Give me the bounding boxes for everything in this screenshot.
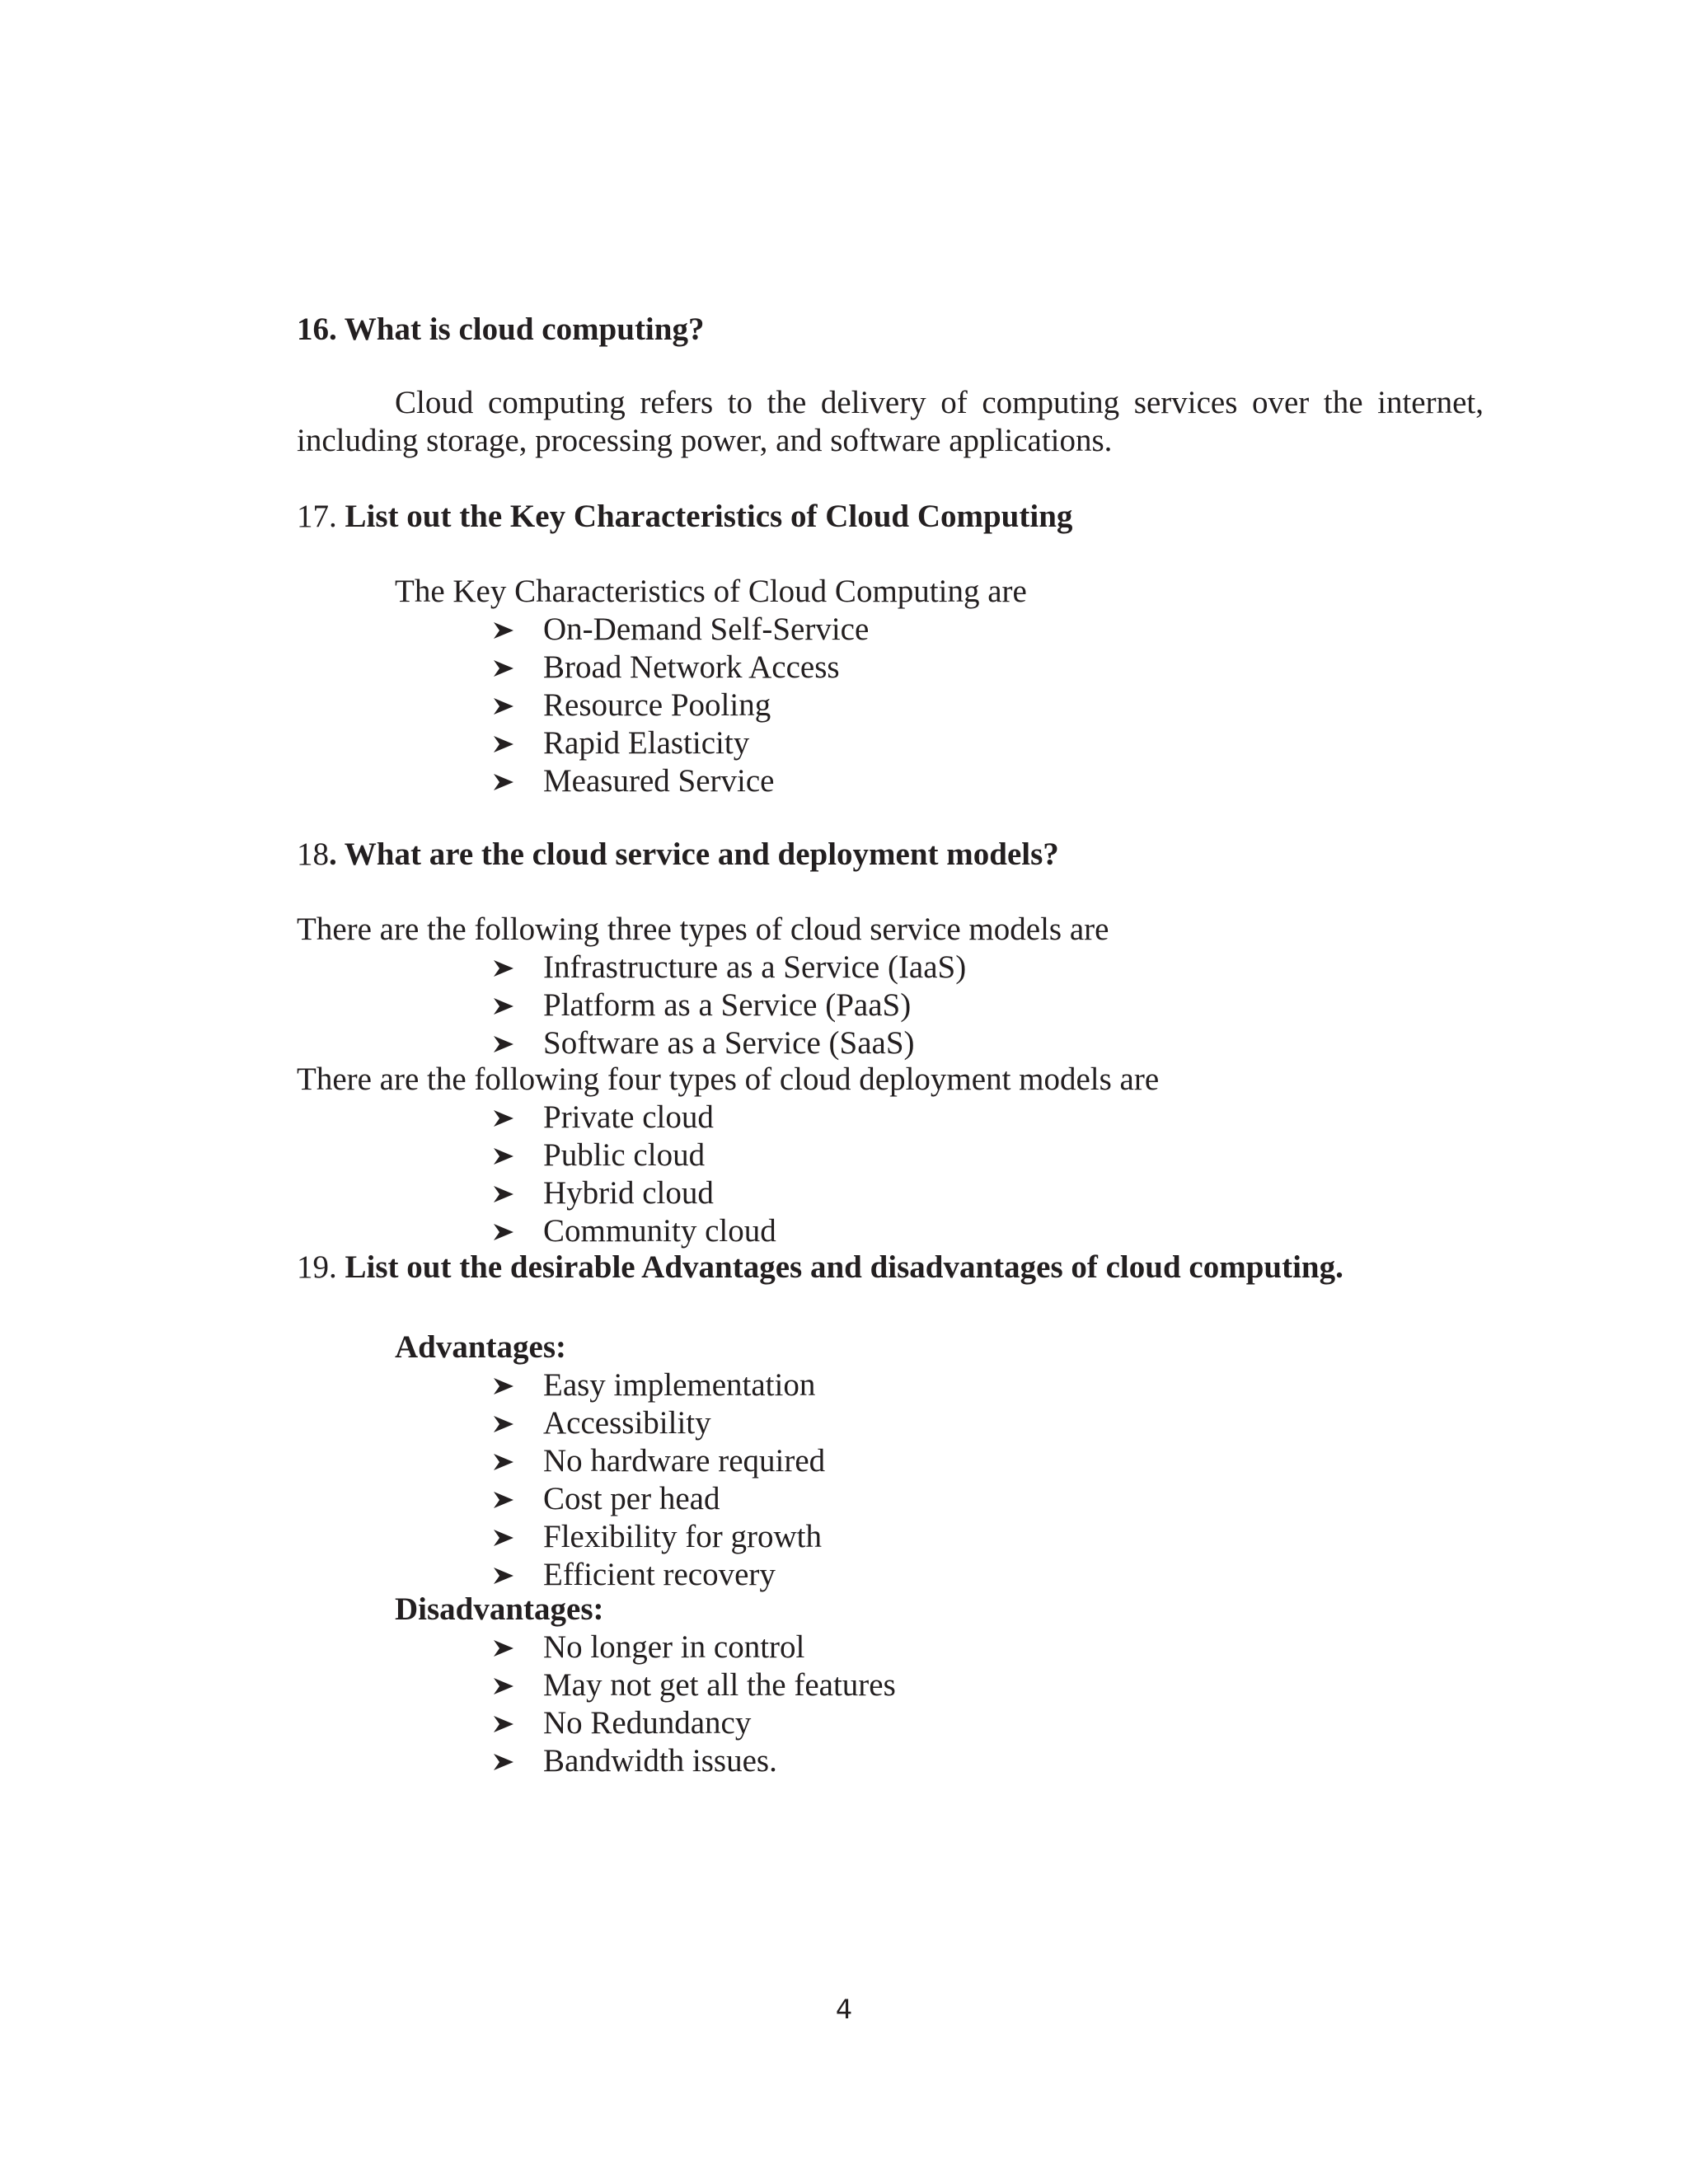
list-item-label: Software as a Service (SaaS) bbox=[543, 1025, 915, 1061]
list-item bbox=[494, 1024, 966, 1062]
list-item-label: Flexibility for growth bbox=[543, 1519, 822, 1554]
q18-heading bbox=[297, 836, 1059, 874]
q19-title: List out the desirable Advantages and disadvantages of cloud computing. bbox=[345, 1249, 1343, 1285]
arrow-bullet-icon bbox=[494, 1678, 513, 1694]
arrow-bullet-icon bbox=[494, 1416, 513, 1432]
q17-intro: The Key Characteristics of Cloud Computing are bbox=[395, 574, 1027, 609]
list-item bbox=[494, 1174, 776, 1212]
list-item-label: Platform as a Service (PaaS) bbox=[543, 987, 912, 1023]
list-item bbox=[494, 1629, 896, 1666]
list-item-label: No Redundancy bbox=[543, 1705, 752, 1741]
list-item bbox=[494, 1366, 825, 1404]
list-item bbox=[494, 611, 869, 649]
q18-title: . What are the cloud service and deployment models? bbox=[329, 837, 1059, 872]
list-item-label: Private cloud bbox=[543, 1099, 714, 1135]
list-item-label: No hardware required bbox=[543, 1443, 826, 1479]
arrow-bullet-icon bbox=[494, 660, 513, 677]
service-models-list bbox=[494, 949, 966, 1062]
arrow-bullet-icon bbox=[494, 1716, 513, 1732]
list-item-label: Community cloud bbox=[543, 1213, 776, 1249]
list-item bbox=[494, 1518, 825, 1556]
list-item bbox=[494, 762, 869, 800]
arrow-bullet-icon bbox=[494, 1640, 513, 1657]
list-item bbox=[494, 1704, 896, 1742]
advantages-list bbox=[494, 1366, 825, 1594]
q17-title: List out the Key Characteristics of Cloud Computing bbox=[345, 499, 1073, 534]
arrow-bullet-icon bbox=[494, 1186, 513, 1202]
list-item bbox=[494, 1212, 776, 1250]
arrow-bullet-icon bbox=[494, 698, 513, 715]
list-item-label: Bandwidth issues. bbox=[543, 1743, 777, 1779]
list-item-label: May not get all the features bbox=[543, 1667, 896, 1703]
list-item-label: Accessibility bbox=[543, 1405, 711, 1441]
list-item-label: Easy implementation bbox=[543, 1367, 816, 1403]
q16-answer: Cloud computing refers to the delivery of computing services over the internet, including storage, processing power, and software applications. bbox=[297, 385, 1484, 458]
q17-number: 17. bbox=[297, 499, 345, 534]
list-item bbox=[494, 649, 869, 687]
arrow-bullet-icon bbox=[494, 1754, 513, 1770]
list-item bbox=[494, 1666, 896, 1704]
list-item bbox=[494, 1480, 825, 1518]
list-item-label: Efficient recovery bbox=[543, 1557, 776, 1592]
list-item bbox=[494, 1442, 825, 1480]
arrow-bullet-icon bbox=[494, 774, 513, 790]
arrow-bullet-icon bbox=[494, 1378, 513, 1394]
q19-heading bbox=[297, 1249, 1343, 1286]
list-item-label: Infrastructure as a Service (IaaS) bbox=[543, 949, 967, 985]
list-item-label: On-Demand Self-Service bbox=[543, 612, 870, 647]
characteristics-list bbox=[494, 611, 869, 800]
q18-service-intro: There are the following three types of cloud service models are bbox=[297, 912, 1109, 947]
list-item-label: Broad Network Access bbox=[543, 649, 840, 685]
list-item-label: Rapid Elasticity bbox=[543, 725, 750, 761]
list-item bbox=[494, 687, 869, 724]
page-number: 4 bbox=[835, 1994, 853, 2025]
list-item bbox=[494, 1742, 896, 1780]
list-item bbox=[494, 949, 966, 987]
arrow-bullet-icon bbox=[494, 736, 513, 752]
list-item bbox=[494, 1404, 825, 1442]
q18-number: 18 bbox=[297, 837, 329, 872]
arrow-bullet-icon bbox=[494, 1224, 513, 1240]
arrow-bullet-icon bbox=[494, 1568, 513, 1584]
advantages-label: Advantages: bbox=[395, 1329, 567, 1365]
q18-deployment-intro: There are the following four types of cloud deployment models are bbox=[297, 1062, 1160, 1097]
arrow-bullet-icon bbox=[494, 1110, 513, 1127]
disadvantages-list bbox=[494, 1629, 896, 1780]
list-item bbox=[494, 1556, 825, 1594]
list-item bbox=[494, 724, 869, 762]
arrow-bullet-icon bbox=[494, 1454, 513, 1470]
arrow-bullet-icon bbox=[494, 960, 513, 977]
arrow-bullet-icon bbox=[494, 622, 513, 639]
list-item-label: Cost per head bbox=[543, 1481, 720, 1516]
arrow-bullet-icon bbox=[494, 1148, 513, 1165]
list-item-label: Hybrid cloud bbox=[543, 1175, 714, 1211]
disadvantages-label: Disadvantages: bbox=[395, 1591, 604, 1627]
list-item-label: No longer in control bbox=[543, 1629, 805, 1665]
arrow-bullet-icon bbox=[494, 1036, 513, 1052]
arrow-bullet-icon bbox=[494, 998, 513, 1015]
arrow-bullet-icon bbox=[494, 1492, 513, 1508]
q16-heading: 16. What is cloud computing? bbox=[297, 312, 705, 347]
list-item bbox=[494, 987, 966, 1024]
arrow-bullet-icon bbox=[494, 1530, 513, 1546]
list-item-label: Public cloud bbox=[543, 1137, 706, 1173]
deployment-models-list bbox=[494, 1099, 776, 1250]
q17-heading bbox=[297, 498, 1072, 536]
list-item-label: Resource Pooling bbox=[543, 687, 771, 723]
list-item-label: Measured Service bbox=[543, 763, 775, 799]
q19-number: 19. bbox=[297, 1249, 345, 1285]
list-item bbox=[494, 1137, 776, 1174]
list-item bbox=[494, 1099, 776, 1137]
